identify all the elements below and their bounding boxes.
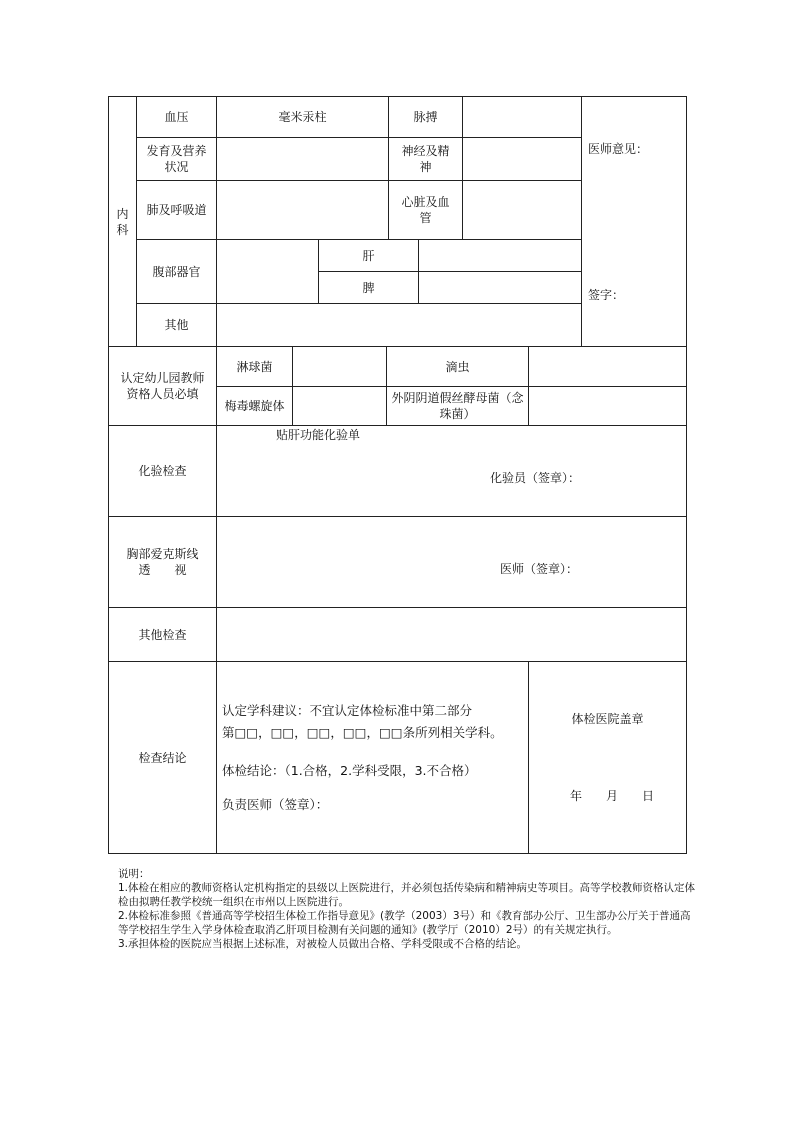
notes-item: 3.承担体检的医院应当根据上述标准，对被检人员做出合格、学科受限或不合格的结论。 bbox=[118, 938, 528, 950]
divider bbox=[528, 661, 529, 854]
doctor-opinion-label: 医师意见： bbox=[588, 142, 649, 156]
other-exam-label: 其他检查 bbox=[138, 627, 187, 642]
lab-label: 化验检查 bbox=[138, 464, 187, 478]
kindergarten-label: 认定幼儿园教师 资格人员必填 bbox=[120, 371, 205, 401]
trichomonas-field[interactable] bbox=[529, 347, 686, 386]
table-border-right bbox=[686, 96, 687, 854]
other-exam-field[interactable] bbox=[217, 608, 686, 661]
syphilis-field[interactable] bbox=[293, 387, 386, 425]
hospital-seal-label: 体检医院盖章 bbox=[571, 712, 644, 726]
liver-field[interactable] bbox=[419, 240, 581, 271]
pulse-field[interactable] bbox=[463, 97, 581, 137]
lung-field[interactable] bbox=[217, 181, 388, 239]
subject-advice-line1: 认定学科建议：不宜认定体检标准中第二部分 bbox=[222, 703, 473, 718]
nerve-label: 神经及精 神 bbox=[401, 144, 450, 174]
heart-field[interactable] bbox=[463, 181, 581, 239]
signature-label: 签字： bbox=[588, 288, 625, 302]
conclusion-label: 检查结论 bbox=[138, 750, 187, 765]
notes-section bbox=[118, 867, 698, 951]
lab-note: 贴肝功能化验单 bbox=[276, 428, 361, 442]
pulse-label: 脉搏 bbox=[413, 110, 438, 124]
notes-item: 1.体检在相应的教师资格认定机构指定的县级以上医院进行，并必须包括传染病和精神病史等项目。高等学校教师资格认定体检由拟聘任教学校统一组织在市州以上医院进行。 bbox=[118, 882, 696, 908]
section-label-internal-medicine: 内 科 bbox=[116, 206, 129, 237]
blood-pressure-unit: 毫米汞柱 bbox=[278, 110, 327, 124]
conclusion-result-line: 体检结论：（1.合格，2.学科受限，3.不合格） bbox=[222, 763, 477, 778]
candida-field[interactable] bbox=[529, 387, 686, 425]
other-field[interactable] bbox=[217, 304, 581, 346]
gonorrhea-label: 淋球菌 bbox=[236, 359, 273, 374]
abdomen-field[interactable] bbox=[217, 240, 318, 303]
heart-label: 心脏及血 管 bbox=[401, 195, 450, 225]
candida-label: 外阴阴道假丝酵母菌（念 珠菌） bbox=[391, 391, 524, 421]
lab-signer-label: 化验员（签章）： bbox=[490, 471, 581, 485]
trichomonas-label: 滴虫 bbox=[445, 359, 470, 374]
date-line: 年 月 日 bbox=[570, 789, 655, 803]
xray-signer-label: 医师（签章）： bbox=[500, 562, 579, 576]
responsible-doctor-line: 负责医师（签章）： bbox=[222, 797, 329, 812]
spleen-label: 脾 bbox=[362, 280, 375, 295]
blood-pressure-label: 血压 bbox=[164, 110, 189, 124]
notes-title: 说明： bbox=[118, 868, 150, 880]
table-border-bottom bbox=[108, 853, 687, 854]
subject-advice-line2: 第□□，□□，□□，□□，□□条所列相关学科。 bbox=[222, 725, 503, 740]
syphilis-label: 梅毒螺旋体 bbox=[224, 399, 285, 413]
development-field[interactable] bbox=[217, 138, 388, 180]
spleen-field[interactable] bbox=[419, 272, 581, 303]
divider bbox=[581, 96, 582, 346]
xray-label: 胸部爱克斯线 透 视 bbox=[126, 547, 199, 577]
notes-item: 2.体检标准参照《普通高等学校招生体检工作指导意见》(教学（2003）3号）和《教育部办公厅、卫生部办公厅关于普通高等学校招生学生入学身体检查取消乙肝项目检测有关问题的通知》(教学厅（2010）2号）的有关规定执行。 bbox=[118, 910, 691, 936]
lung-label: 肺及呼吸道 bbox=[146, 203, 207, 217]
gonorrhea-field[interactable] bbox=[293, 347, 386, 386]
liver-label: 肝 bbox=[362, 248, 375, 263]
abdomen-label: 腹部器官 bbox=[152, 264, 201, 279]
nerve-field[interactable] bbox=[463, 138, 581, 180]
other-label: 其他 bbox=[164, 318, 189, 332]
development-label: 发育及营养 状况 bbox=[146, 144, 207, 174]
